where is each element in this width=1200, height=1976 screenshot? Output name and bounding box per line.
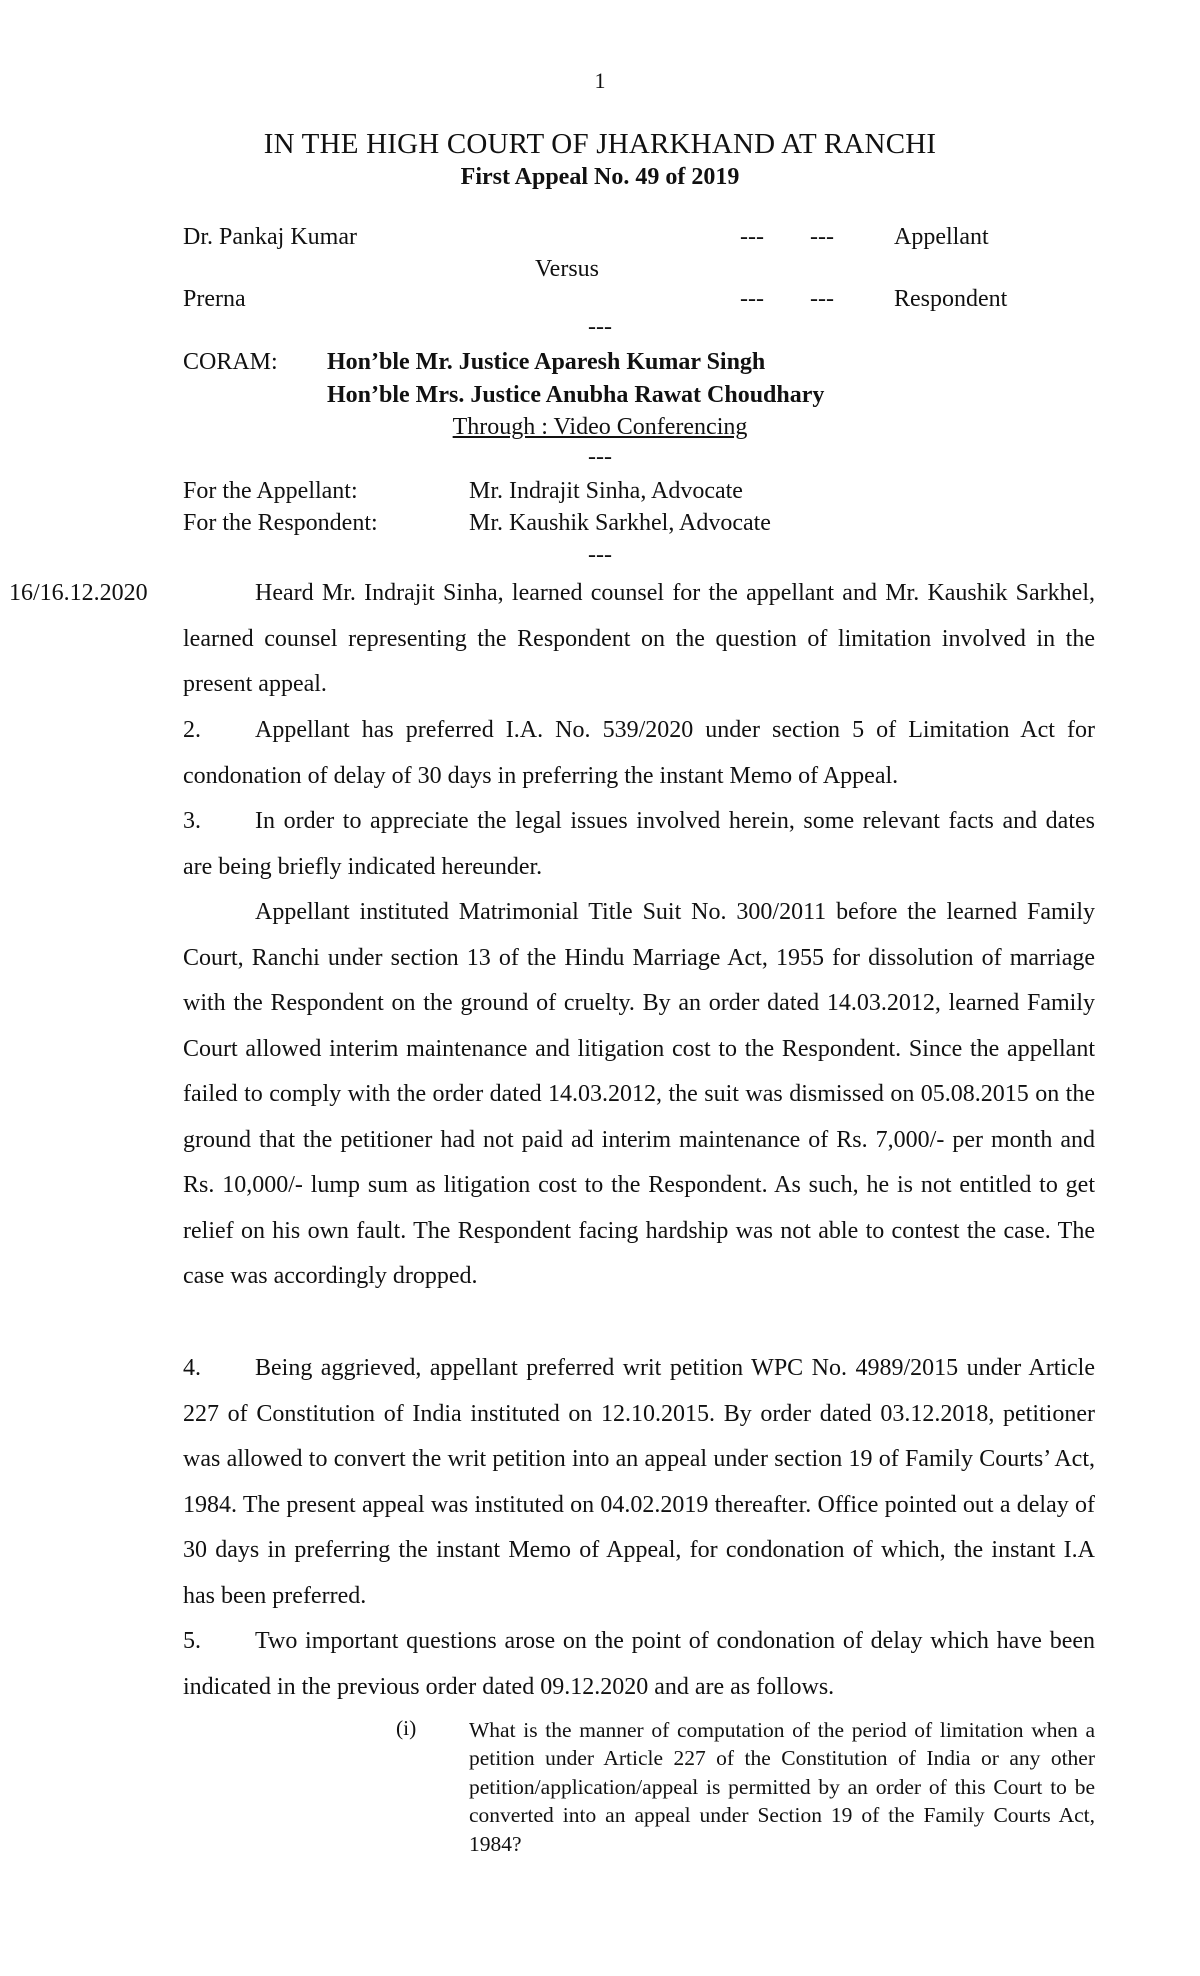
court-title: IN THE HIGH COURT OF JHARKHAND AT RANCHI [263,128,937,160]
appellant-dashes-2: --- [810,224,834,250]
coram-label: CORAM: [183,349,278,375]
appellant-dashes-1: --- [740,224,764,250]
respondent-name: Prerna [183,286,246,312]
paragraph-5-number: 5. [183,1628,201,1654]
versus: Versus [535,256,599,282]
order-paragraph-4 [183,1346,1095,1619]
paragraph-5-text: Two important questions arose on the point of condonation of delay which have been indicated in the previous order dated 09.12.2020 and are as follows. [183,1628,1095,1700]
order-paragraph-3 [183,799,1095,890]
coram-judge-2: Hon’ble Mrs. Justice Anubha Rawat Choudhary [327,382,825,408]
order-paragraph-1 [9,571,1095,708]
question-1-text: What is the manner of computation of the period of limitation when a petition under Article 227 of the Constitution of India or any other petition/application/appeal is permitted by an order of this Court to be converted into an appeal under Section 19 of the Family Courts Act, 1984? [469,1718,1095,1856]
appellant-counsel-advocate: Mr. Indrajit Sinha, Advocate [469,478,743,504]
appellant-name: Dr. Pankaj Kumar [183,224,357,250]
respondent-role: Respondent [894,286,1008,312]
case-number: First Appeal No. 49 of 2019 [460,164,740,190]
paragraph-4-number: 4. [183,1355,201,1381]
order-date: 16/16.12.2020 [9,580,148,606]
page-number: 1 [594,68,606,93]
coram-judge-1: Hon’ble Mr. Justice Aparesh Kumar Singh [327,349,766,375]
separator-3: --- [588,542,612,568]
paragraph-3-number: 3. [183,808,201,834]
separator-1: --- [588,314,612,340]
respondent-counsel-advocate: Mr. Kaushik Sarkhel, Advocate [469,510,771,536]
order-paragraph-3b: Appellant instituted Matrimonial Title Suit No. 300/2011 before the learned Family Court, Ranchi under section 13 of the Hindu Marriage Act, 1955 for dissolution of marriage with the Respondent on the ground of cruelty. By an order dated 14.03.2012, learned Family Court allowed interim maintenance and litigation cost to the Respondent. Since the appellant failed to comply with the order dated 14.03.2012, the suit was dismissed on 05.08.2015 on the ground that the petitioner had not paid ad interim maintenance of Rs. 7,000/- per month and Rs. 10,000/- lump sum as litigation cost to the Respondent. As such, he is not entitled to get relief on his own fault. The Respondent facing hardship was not able to contest the case. The case was accordingly dropped. [183,899,1095,1289]
paragraph-4-text: Being aggrieved, appellant preferred writ petition WPC No. 4989/2015 under Article 227 of Constitution of India instituted on 12.10.2015. By order dated 03.12.2018, petitioner was allowed to convert the writ petition into an appeal under section 19 of Family Courts’ Act, 1984. The present appeal was instituted on 04.02.2019 thereafter. Office pointed out a delay of 30 days in preferring the instant Memo of Appeal, for condonation of which, the instant I.A has been preferred. [183,1355,1095,1609]
paragraph-2-text: Appellant has preferred I.A. No. 539/2020 under section 5 of Limitation Act for condonation of delay of 30 days in preferring the instant Memo of Appeal. [183,717,1095,789]
respondent-dashes-1: --- [740,286,764,312]
question-1-label: (i) [396,1716,417,1740]
separator-2: --- [588,444,612,470]
paragraph-3-text: In order to appreciate the legal issues involved herein, some relevant facts and dates are being briefly indicated hereunder. [183,808,1095,880]
order-paragraph-2 [183,708,1095,799]
paragraph-1-text: Heard Mr. Indrajit Sinha, learned counsel for the appellant and Mr. Kaushik Sarkhel, learned counsel representing the Respondent on the question of limitation involved in the present appeal. [183,580,1095,697]
order-paragraph-5 [183,1619,1095,1710]
appellant-counsel-label: For the Appellant: [183,478,358,504]
through-video-conferencing: Through : Video Conferencing [452,414,748,440]
respondent-counsel-label: For the Respondent: [183,510,378,536]
respondent-dashes-2: --- [810,286,834,312]
appellant-role: Appellant [894,224,989,250]
paragraph-2-number: 2. [183,717,201,743]
